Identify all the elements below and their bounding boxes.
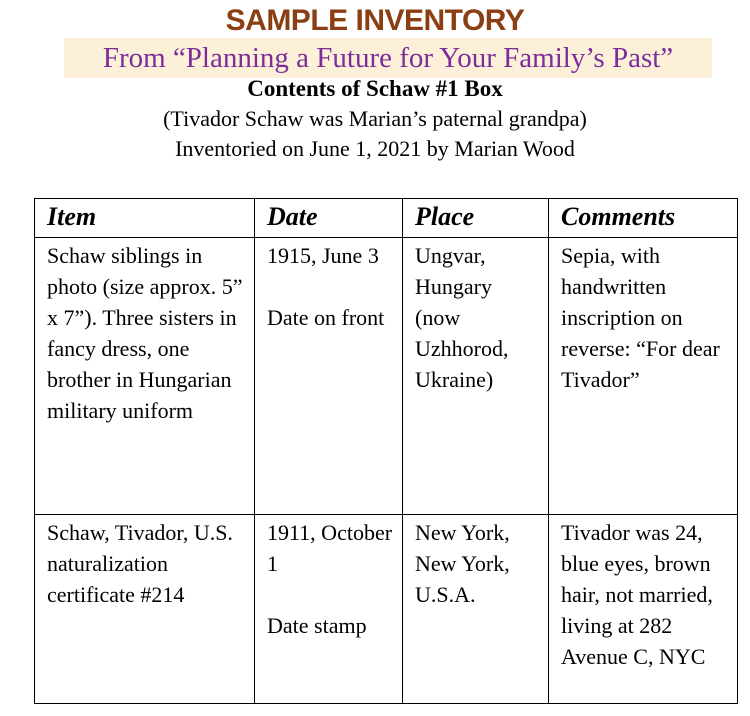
cell-place: Ungvar, Hungary (now Uzhhorod, Ukraine) [403,238,549,515]
box-heading: Contents of Schaw #1 Box [247,76,503,101]
cell-item: Schaw, Tivador, U.S. naturalization certificate #214 [35,515,255,704]
table-row [35,515,738,704]
date-note: Date stamp [267,613,367,638]
date-note: Date on front [267,305,385,330]
header-comments: Comments [549,199,738,238]
table-row [35,238,738,515]
table-header-row [35,199,738,238]
cell-comments: Tivador was 24, blue eyes, brown hair, not married, living at 282 Avenue C, NYC [549,515,738,704]
cell-date [255,515,403,704]
box-note: (Tivador Schaw was Marian’s paternal grandpa) [163,106,587,131]
cell-place: New York, New York, U.S.A. [403,515,549,704]
header-date: Date [255,199,403,238]
document-subtitle: From “Planning a Future for Your Family’s Past” [64,38,712,78]
inventory-date: Inventoried on June 1, 2021 by Marian Wood [175,136,575,161]
cell-item: Schaw siblings in photo (size approx. 5” x 7”). Three sisters in fancy dress, one brother in Hungarian military uniform [35,238,255,515]
header-item: Item [35,199,255,238]
document-title: SAMPLE INVENTORY [225,4,525,37]
date-value: 1911, October 1 [267,520,393,576]
cell-comments: Sepia, with handwritten inscription on reverse: “For dear Tivador” [549,238,738,515]
inventory-table [34,198,738,704]
date-value: 1915, June 3 [267,243,379,268]
header-place: Place [403,199,549,238]
cell-date [255,238,403,515]
